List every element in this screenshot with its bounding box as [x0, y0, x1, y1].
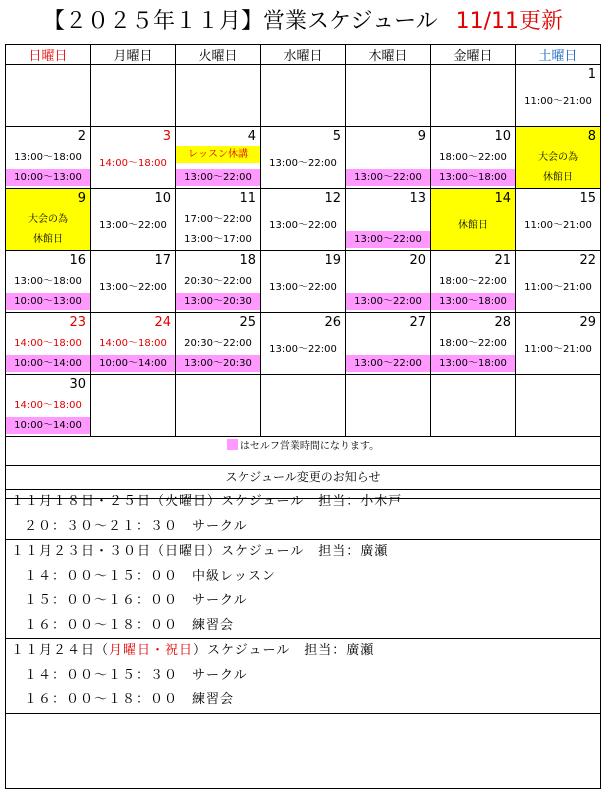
- notice-heading: スケジュール変更のお知らせ: [6, 466, 600, 490]
- day-number: 24: [154, 315, 171, 330]
- updated-label: 11/11更新: [455, 9, 564, 34]
- hours: 11:00～21:00: [524, 96, 592, 107]
- day-number: 16: [69, 253, 86, 268]
- self-hours: 13:00～18:00: [431, 169, 515, 186]
- notice-section-1: [6, 490, 600, 540]
- day-number: 20: [409, 253, 426, 268]
- day-number: 2: [77, 129, 86, 144]
- day-number: 22: [579, 253, 596, 268]
- self-hours: 10:00～14:00: [91, 355, 175, 372]
- day-cell: [346, 251, 431, 313]
- self-hours: 10:00～13:00: [6, 169, 90, 186]
- day-number: 12: [324, 191, 341, 206]
- title-text: 【２０２５年１１月】営業スケジュール: [42, 9, 438, 34]
- day-cell: [6, 251, 91, 313]
- notice-title-a: １１月２４日（: [11, 643, 110, 658]
- day-cell: [176, 127, 261, 189]
- day-number: 25: [239, 315, 256, 330]
- hours: 13:00～22:00: [269, 220, 337, 231]
- week-row: [6, 375, 601, 437]
- day-number: 15: [579, 191, 596, 206]
- hours: 17:00～22:00: [184, 214, 252, 225]
- hours: 18:00～22:00: [439, 338, 507, 349]
- notice-title: [6, 639, 600, 664]
- self-hours: 13:00～22:00: [176, 169, 260, 186]
- day-number: 5: [332, 129, 341, 144]
- day-cell: [91, 313, 176, 375]
- closed-reason: 大会の為: [538, 152, 578, 163]
- notice-line: １６：００～１８：００ 練習会: [24, 692, 235, 707]
- hours: 14:00～18:00: [14, 400, 82, 411]
- hours: 13:00～22:00: [269, 344, 337, 355]
- day-number: 3: [162, 129, 171, 144]
- empty-cell: [176, 375, 261, 437]
- hours: 11:00～21:00: [524, 344, 592, 355]
- day-number: 13: [409, 191, 426, 206]
- day-cell: [6, 375, 91, 437]
- closed-reason: 大会の為: [28, 214, 68, 225]
- day-number: 10: [494, 129, 511, 144]
- week-row: [6, 313, 601, 375]
- notice-line: １４：００～１５：００ 中級レッスン: [24, 568, 276, 584]
- closed-label: 休館日: [458, 220, 488, 231]
- self-hours: 13:00～22:00: [346, 231, 430, 248]
- notice-section-3: [6, 639, 600, 714]
- notice-line: １４：００～１５：３０ サークル: [24, 667, 248, 683]
- day-cell: [516, 313, 601, 375]
- week-row: [6, 189, 601, 251]
- hours: 18:00～22:00: [439, 152, 507, 163]
- day-cell: [516, 251, 601, 313]
- weekday-sat: 土曜日: [516, 45, 601, 65]
- notice-line: １６：００～１８：００ 練習会: [24, 617, 235, 633]
- notice-section-2: [6, 540, 600, 639]
- day-number: 19: [324, 253, 341, 268]
- hours: 13:00～18:00: [14, 152, 82, 163]
- day-cell: [6, 127, 91, 189]
- hours: 13:00～18:00: [14, 276, 82, 287]
- day-number: 23: [69, 315, 86, 330]
- empty-cell: [346, 375, 431, 437]
- day-cell: [91, 127, 176, 189]
- hours: 14:00～18:00: [99, 158, 167, 169]
- weekday-header-row: [6, 45, 601, 65]
- day-number: 30: [69, 377, 86, 392]
- self-hours: 10:00～14:00: [6, 417, 90, 434]
- hours: 14:00～18:00: [99, 338, 167, 349]
- closed-label: 休館日: [543, 172, 573, 183]
- hours: 11:00～21:00: [524, 282, 592, 293]
- day-cell: [261, 127, 346, 189]
- hours: 13:00～22:00: [269, 158, 337, 169]
- hours: 11:00～21:00: [524, 220, 592, 231]
- self-hours: 13:00～20:30: [176, 355, 260, 372]
- day-number: 18: [239, 253, 256, 268]
- self-hours: 13:00～22:00: [346, 169, 430, 186]
- empty-cell: [431, 65, 516, 127]
- day-number: 10: [154, 191, 171, 206]
- day-cell: [91, 189, 176, 251]
- hours: 20:30～22:00: [184, 276, 252, 287]
- day-number: 27: [409, 315, 426, 330]
- self-hours: 13:00～20:30: [176, 293, 260, 310]
- day-number: 17: [154, 253, 171, 268]
- week-row: [6, 65, 601, 127]
- closed-day-cell: [516, 127, 601, 189]
- hours: 18:00～22:00: [439, 276, 507, 287]
- notice-title-b: ）スケジュール 担当：廣瀬: [193, 643, 375, 658]
- weekday-tue: 火曜日: [176, 45, 261, 65]
- lesson-cancelled: レッスン休講: [176, 146, 260, 163]
- day-cell: [346, 189, 431, 251]
- empty-cell: [176, 65, 261, 127]
- day-number: 21: [494, 253, 511, 268]
- notice-line: １５：００～１６：００ サークル: [24, 593, 248, 608]
- day-cell: [91, 251, 176, 313]
- self-hours: 13:00～22:00: [346, 293, 430, 310]
- self-hours: 10:00～14:00: [6, 355, 90, 372]
- pink-swatch-icon: [227, 439, 238, 450]
- empty-cell: [346, 65, 431, 127]
- notice-line: ２０：３０～２１：３０ サークル: [24, 518, 248, 534]
- day-cell: [261, 189, 346, 251]
- weekday-sun: 日曜日: [6, 45, 91, 65]
- hours: 20:30～22:00: [184, 338, 252, 349]
- empty-cell: [6, 65, 91, 127]
- day-number: 4: [247, 129, 256, 144]
- weekday-wed: 水曜日: [261, 45, 346, 65]
- weekday-mon: 月曜日: [91, 45, 176, 65]
- day-cell: [431, 251, 516, 313]
- legend-text: はセルフ営業時間になります。: [239, 441, 380, 452]
- weekday-thu: 木曜日: [346, 45, 431, 65]
- day-cell: [346, 127, 431, 189]
- page-title: [0, 0, 606, 44]
- day-cell: [431, 127, 516, 189]
- self-hours: 13:00～18:00: [431, 355, 515, 372]
- notice-title: １１月１８日・２５日（火曜日）スケジュール 担当：小木戸: [11, 494, 403, 509]
- empty-cell: [91, 375, 176, 437]
- day-cell: [6, 313, 91, 375]
- empty-cell: [261, 65, 346, 127]
- week-row: [6, 251, 601, 313]
- hours: 14:00～18:00: [14, 338, 82, 349]
- empty-cell: [431, 375, 516, 437]
- empty-cell: [261, 375, 346, 437]
- day-cell: [176, 251, 261, 313]
- day-number: 1: [587, 67, 596, 82]
- notice-title: １１月２３日・３０日（日曜日）スケジュール 担当：廣瀬: [11, 544, 389, 559]
- empty-cell: [91, 65, 176, 127]
- day-number: 29: [579, 315, 596, 330]
- self-hours: 10:00～13:00: [6, 293, 90, 310]
- day-cell: [261, 251, 346, 313]
- day-cell: [516, 189, 601, 251]
- day-number: 11: [239, 191, 256, 206]
- closed-day-cell: [6, 189, 91, 251]
- day-cell: [431, 313, 516, 375]
- day-cell: [176, 313, 261, 375]
- hours: 13:00～22:00: [269, 282, 337, 293]
- schedule-change-notice: [5, 465, 601, 789]
- hours: 13:00～22:00: [99, 282, 167, 293]
- day-number: 9: [77, 191, 86, 206]
- day-cell: [516, 65, 601, 127]
- closed-label: 休館日: [33, 234, 63, 245]
- closed-day-cell: [431, 189, 516, 251]
- day-number: 26: [324, 315, 341, 330]
- week-row: [6, 127, 601, 189]
- self-hours: 13:00～18:00: [431, 293, 515, 310]
- day-cell: [346, 313, 431, 375]
- day-number: 28: [494, 315, 511, 330]
- day-number: 8: [587, 129, 596, 144]
- schedule-calendar: [5, 44, 601, 499]
- day-cell: [261, 313, 346, 375]
- self-hours: 13:00～22:00: [346, 355, 430, 372]
- day-cell: [176, 189, 261, 251]
- day-number: 9: [417, 129, 426, 144]
- holiday-label: 月曜日・祝日: [109, 643, 194, 658]
- weekday-fri: 金曜日: [431, 45, 516, 65]
- day-number: 14: [494, 191, 511, 206]
- hours: 13:00～17:00: [184, 234, 252, 245]
- hours: 13:00～22:00: [99, 220, 167, 231]
- empty-cell: [516, 375, 601, 437]
